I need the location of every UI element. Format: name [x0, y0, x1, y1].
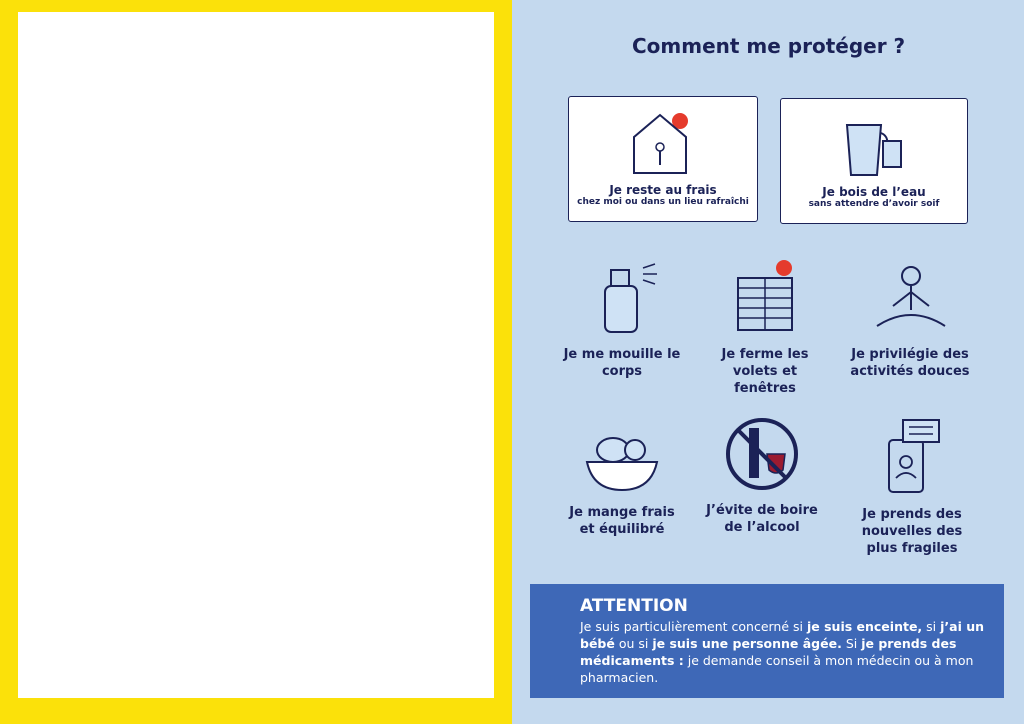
tip-prendre-nouvelles	[848, 416, 976, 557]
tip-fermer-volets	[700, 256, 830, 397]
food-bowl-icon	[577, 420, 667, 494]
yoga-person-icon	[865, 262, 955, 336]
no-alcohol-icon	[717, 414, 807, 494]
tip-label: Je prends des nouvelles des plus fragiles	[861, 507, 963, 556]
tip-label: J’évite de boire de l’alcool	[706, 503, 818, 535]
tip-label: Je reste au frais	[609, 183, 717, 197]
attention-title: ATTENTION	[580, 596, 688, 616]
attention-text	[580, 618, 990, 686]
tip-eviter-alcool	[700, 414, 824, 536]
tip-label: Je mange frais et équilibré	[569, 505, 675, 537]
attention-text-part: je demande conseil à mon médecin ou à mon pharmacien.	[580, 653, 974, 685]
tip-label: Je bois de l’eau	[822, 185, 926, 199]
tip-label: Je ferme les volets et fenêtres	[721, 347, 809, 396]
phone-message-icon	[867, 416, 957, 494]
tip-sublabel: sans attendre d’avoir soif	[808, 199, 940, 209]
tip-activites-douces	[848, 262, 972, 380]
attention-text-part: Je suis particulièrement concerné si	[580, 619, 807, 634]
right-title: Comment me protéger ?	[632, 34, 906, 58]
attention-text-part: si	[922, 619, 941, 634]
cool-house-icon	[628, 103, 698, 179]
tip-box-boire-eau	[780, 98, 968, 224]
tip-label: Je me mouille le corps	[563, 347, 681, 379]
tip-manger-frais	[560, 420, 684, 538]
tip-sublabel: chez moi ou dans un lieu rafraîchi	[577, 197, 749, 207]
attention-emphasis: je prends des médicaments :	[580, 636, 957, 668]
shutters-icon	[720, 256, 810, 336]
tip-box-rester-au-frais	[568, 96, 758, 222]
attention-text-part: ou si	[614, 636, 653, 651]
right-panel-content	[18, 12, 494, 698]
water-jug-icon	[839, 105, 909, 181]
attention-box	[530, 584, 1004, 698]
attention-emphasis: j’ai un bébé	[580, 619, 985, 651]
attention-emphasis: je suis enceinte,	[806, 619, 923, 634]
spray-bottle-icon	[577, 262, 667, 336]
attention-text-part: Si	[841, 636, 862, 651]
tip-label: Je privilégie des activités douces	[850, 347, 970, 379]
tip-se-mouiller	[562, 262, 682, 380]
attention-emphasis: je suis une personne âgée.	[652, 636, 842, 651]
